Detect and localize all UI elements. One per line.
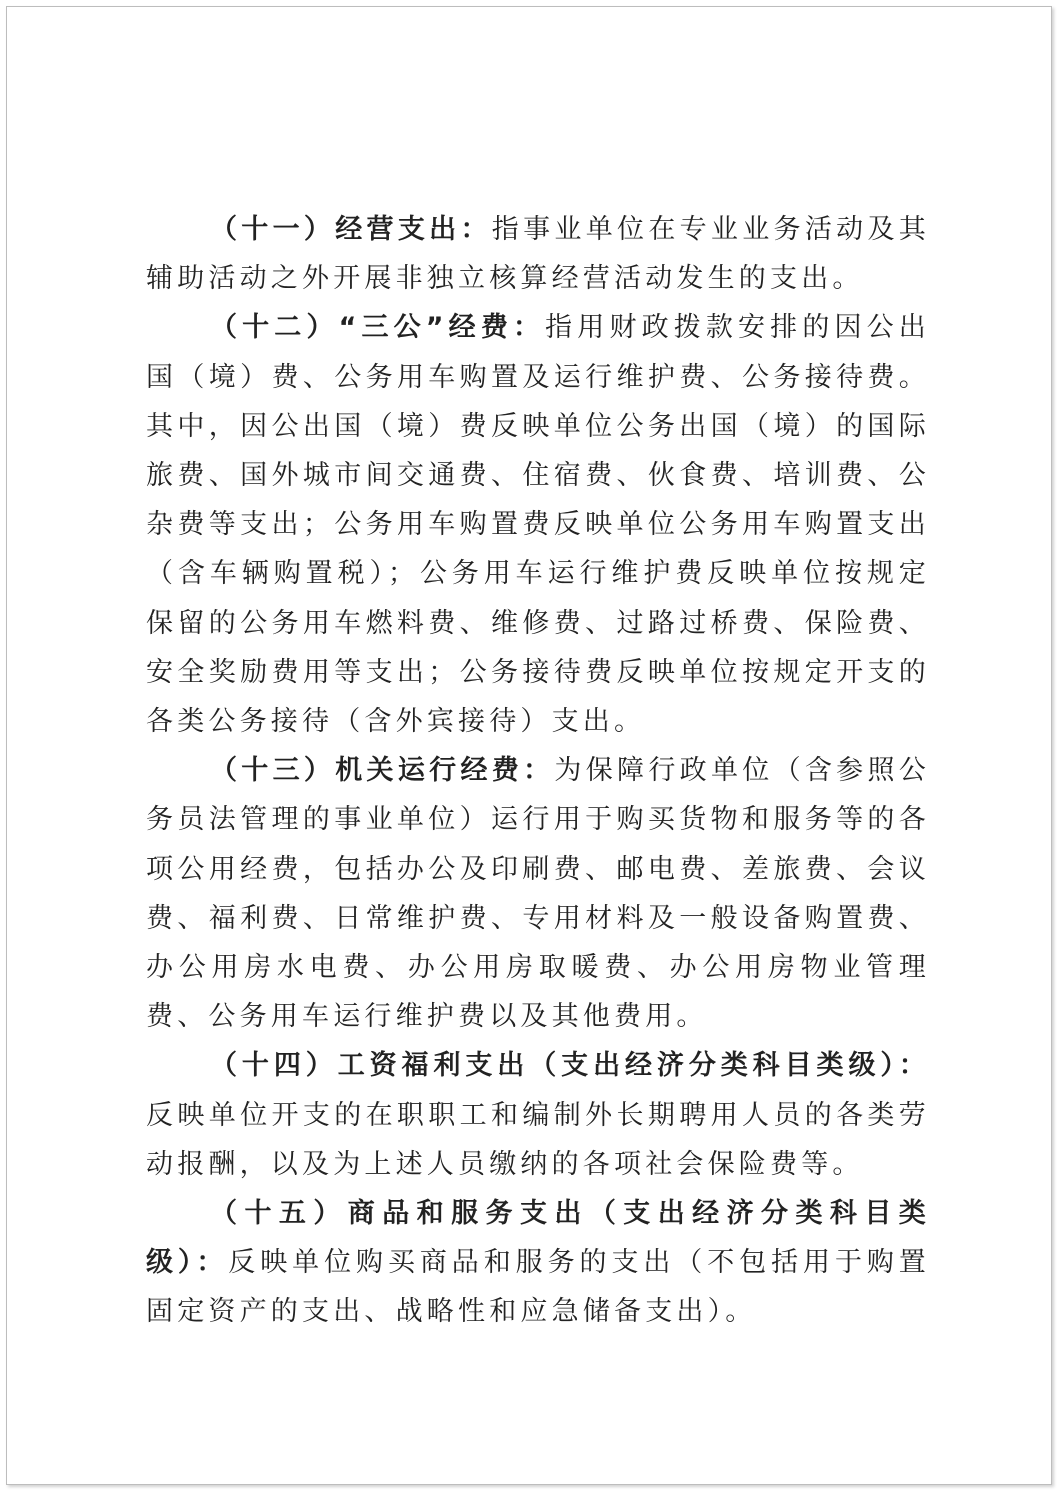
paragraph-11	[146, 205, 930, 303]
term-agency-operating-funds: （十三）机关运行经费：	[210, 755, 555, 787]
paragraph-14	[146, 1041, 930, 1189]
definition-agency-operating-funds: 为保障行政单位（含参照公务员法管理的事业单位）运行用于购买货物和服务等的各项公用经费，包括办公及印刷费、邮电费、差旅费、会议费、福利费、日常维护费、专用材料及一般设备购置费、办公用房水电费、办公用房取暖费、办公用房物业管理费、公务用车运行维护费以及其他费用。	[146, 755, 931, 1033]
document-body	[146, 205, 930, 1337]
definition-wage-welfare-expenditure: 反映单位开支的在职职工和编制外长期聘用人员的各类劳动报酬，以及为上述人员缴纳的各项社会保险费等。	[146, 1099, 930, 1180]
definition-three-public-expenses: 指用财政拨款安排的因公出国（境）费、公务用车购置及运行维护费、公务接待费。其中，因公出国（境）费反映单位公务出国（境）的国际旅费、国外城市间交通费、住宿费、伙食费、培训费、公杂费等支出；公务用车购置费反映单位公务用车购置支出（含车辆购置税）；公务用车运行维护费反映单位按规定保留的公务用车燃料费、维修费、过路过桥费、保险费、安全奖励费用等支出；公务接待费反映单位按规定开支的各类公务接待（含外宾接待）支出。	[146, 312, 930, 738]
definition-goods-services-expenditure: 反映单位购买商品和服务的支出（不包括用于购置固定资产的支出、战略性和应急储备支出）。	[146, 1247, 930, 1328]
paragraph-12	[146, 303, 930, 746]
paragraph-15	[146, 1189, 930, 1337]
term-wage-welfare-expenditure: （十四）工资福利支出（支出经济分类科目类级）：	[210, 1050, 930, 1082]
term-operating-expenditure: （十一）经营支出：	[210, 214, 492, 245]
paragraph-13	[146, 746, 930, 1041]
definition-operating-expenditure: 指事业单位在专业业务活动及其辅助活动之外开展非独立核算经营活动发生的支出。	[146, 214, 930, 295]
document-page	[6, 6, 1052, 1485]
term-goods-services-expenditure: （十五）商品和服务支出（支出经济分类科目类级）：	[146, 1198, 930, 1279]
term-three-public-expenses: （十二）“三公”经费：	[210, 312, 546, 344]
